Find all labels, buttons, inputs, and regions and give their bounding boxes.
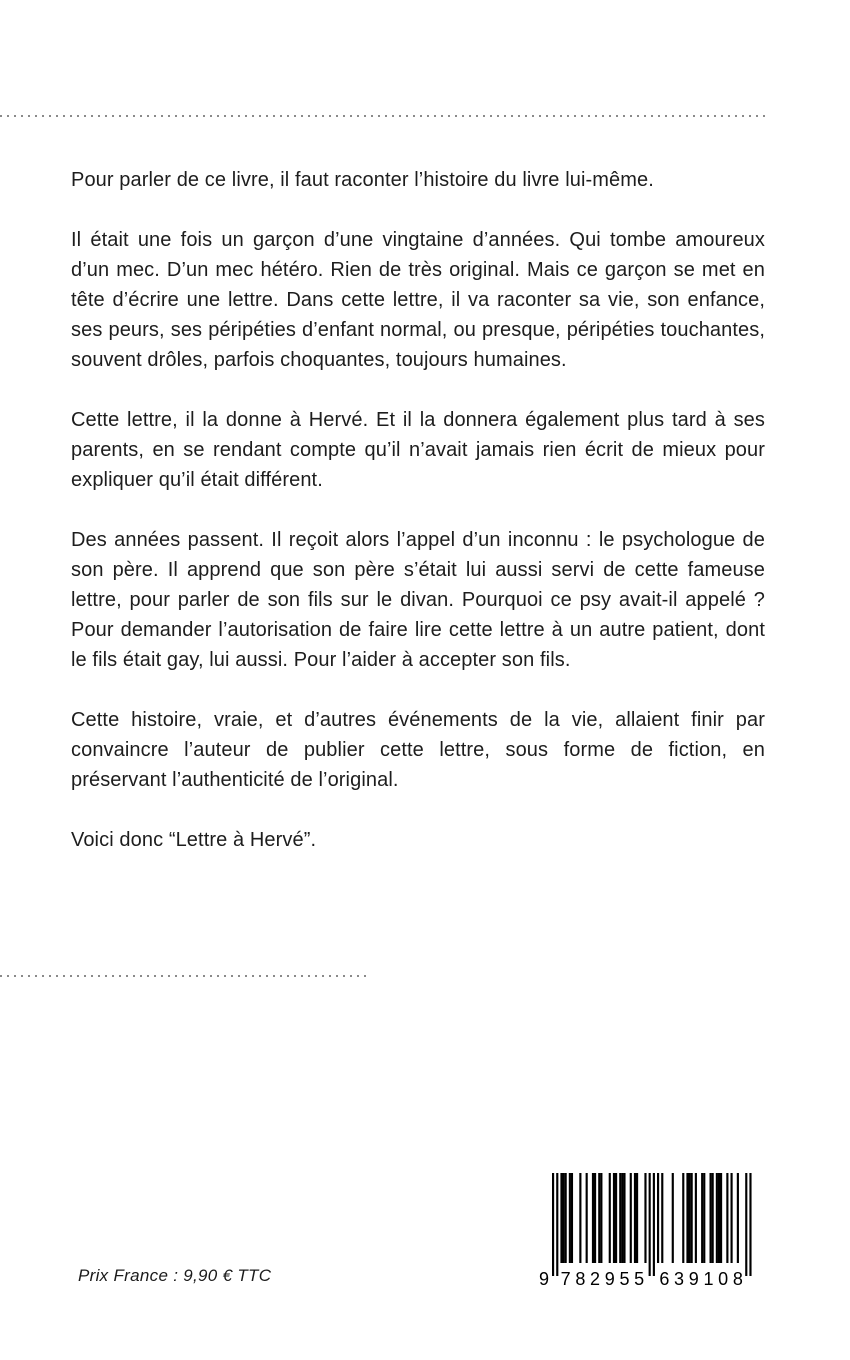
synopsis-paragraph-6: Voici donc “Lettre à Hervé”. <box>71 829 317 851</box>
synopsis-paragraph-1: Pour parler de ce livre, il faut raconter l’histoire du livre lui-même. <box>71 169 654 191</box>
svg-text:9: 9 <box>688 1269 699 1289</box>
svg-text:2: 2 <box>590 1269 601 1289</box>
synopsis-paragraph-5: Cette histoire, vraie, et d’autres événements de la vie, allaient finir par convaincre l’auteur de publier cette lettre, sous forme de fiction, en préservant l’authenticité de l’original. <box>71 709 765 791</box>
synopsis-paragraph-4: Des années passent. Il reçoit alors l’appel d’un inconnu : le psychologue de son père. Il apprend que son père s’était lui aussi servi de cette fameuse lettre, pour parler de son fils sur le divan. Pourquoi ce psy avait-il appelé ? Pour demander l’autorisation de faire lire cette lettre à un autre patient, dont le fils était gay, lui aussi. Pour l’aider à accepter son fils. <box>71 529 765 671</box>
svg-text:6: 6 <box>659 1269 670 1289</box>
price-label: Prix France : 9,90 € TTC <box>78 1266 272 1285</box>
svg-text:5: 5 <box>619 1269 630 1289</box>
svg-text:9: 9 <box>604 1269 615 1289</box>
synopsis-text-block <box>71 165 765 855</box>
svg-text:8: 8 <box>575 1269 586 1289</box>
barcode-bars <box>538 1173 760 1295</box>
svg-text:0: 0 <box>718 1269 729 1289</box>
top-dotted-divider <box>0 115 766 117</box>
bottom-dotted-divider <box>0 975 368 977</box>
synopsis-paragraph-2: Il était une fois un garçon d’une vingtaine d’années. Qui tombe amoureux d’un mec. D’un mec hétéro. Rien de très original. Mais ce garçon se met en tête d’écrire une lettre. Dans cette lettre, il va raconter sa vie, son enfance, ses peurs, ses péripéties d’enfant normal, ou presque, péripéties touchantes, souvent drôles, parfois choquantes, toujours humaines. <box>71 229 765 371</box>
svg-text:3: 3 <box>674 1269 685 1289</box>
svg-text:5: 5 <box>634 1269 645 1289</box>
synopsis-paragraph-3: Cette lettre, il la donne à Hervé. Et il la donnera également plus tard à ses parents, en se rendant compte qu’il n’avait jamais rien écrit de mieux pour expliquer qu’il était différent. <box>71 409 765 491</box>
svg-text:9: 9 <box>538 1269 550 1289</box>
svg-text:1: 1 <box>703 1269 714 1289</box>
svg-text:7: 7 <box>560 1269 571 1289</box>
ean13-barcode <box>538 1173 760 1300</box>
svg-text:8: 8 <box>732 1269 743 1289</box>
